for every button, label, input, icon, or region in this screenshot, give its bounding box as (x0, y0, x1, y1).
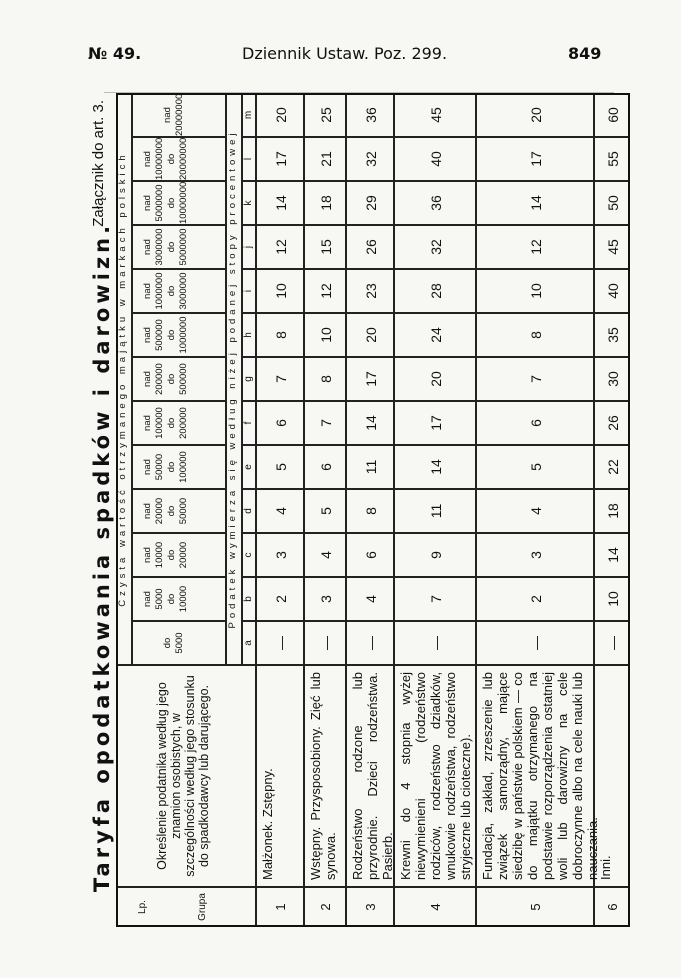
rate-cell: 4 (304, 533, 346, 577)
range-text: 1000000 (178, 316, 189, 354)
column-letter: k (242, 181, 256, 225)
rate-cell: 11 (394, 489, 476, 533)
range-text: nad (142, 415, 153, 431)
rate-cell: 26 (594, 401, 630, 445)
range-text: 10000 (178, 585, 189, 613)
rate-cell: 7 (476, 357, 594, 401)
rate-cell: 6 (304, 445, 346, 489)
range-text: 20000000 (178, 137, 189, 180)
rate-cell: 28 (394, 269, 476, 313)
rate-cell: 40 (394, 137, 476, 181)
rate-cell: 17 (346, 357, 394, 401)
rate-cell: 40 (594, 269, 630, 313)
range-text: 3000000 (178, 272, 189, 310)
rate-cell: — (346, 621, 394, 665)
range-text: 5000 (174, 632, 185, 654)
range-text: nad (162, 107, 173, 123)
range-text: do (166, 549, 177, 561)
rate-cell: 45 (594, 225, 630, 269)
range-text: nad (142, 327, 153, 343)
range-text: 5000000 (178, 228, 189, 266)
rate-cell: 5 (256, 445, 304, 489)
rate-cell: 4 (346, 577, 394, 621)
column-letter: e (242, 445, 256, 489)
rate-cell: 14 (394, 445, 476, 489)
rate-cell: 11 (346, 445, 394, 489)
rate-cell: 3 (256, 533, 304, 577)
range-text: do (166, 329, 177, 341)
range-text: nad (142, 283, 153, 299)
rate-cell: — (304, 621, 346, 665)
rate-cell: 26 (346, 225, 394, 269)
rate-cell: — (394, 621, 476, 665)
row-number: 1 (256, 887, 304, 927)
rate-cell: 20 (256, 93, 304, 137)
rate-cell: 4 (476, 489, 594, 533)
column-letter: g (242, 357, 256, 401)
range-text: nad (142, 371, 153, 387)
page-header (0, 44, 681, 68)
row-number: 6 (594, 887, 630, 927)
rate-cell: 60 (594, 93, 630, 137)
rate-cell: 6 (346, 533, 394, 577)
row-number: 2 (304, 887, 346, 927)
rate-cell: 30 (594, 357, 630, 401)
rate-cell: 12 (256, 225, 304, 269)
rate-cell: 23 (346, 269, 394, 313)
range-text: 500000 (178, 363, 189, 395)
column-letter: l (242, 137, 256, 181)
rate-cell: 7 (304, 401, 346, 445)
tariff-table (116, 87, 621, 927)
row-number: 3 (346, 887, 394, 927)
row-description: Rodzeństwo rodzone lub przyrodnie. Dzieci rodzeństwa. Pasierb. (346, 665, 394, 887)
rate-cell: 36 (394, 181, 476, 225)
range-text: 20000 (178, 541, 189, 569)
rate-cell: 25 (304, 93, 346, 137)
value-super-header: Czysta wartość otrzymanego majątku w markach polskich (116, 93, 132, 665)
rate-cell: 20 (346, 313, 394, 357)
range-text: do (166, 593, 177, 605)
range-text: nad (142, 239, 153, 255)
tax-rate-super-header: Podatek wymierza się według niżej podanej stopy procentowej (226, 93, 242, 665)
rate-cell: 8 (476, 313, 594, 357)
rate-cell: 18 (304, 181, 346, 225)
page-number: 849 (568, 44, 602, 63)
rate-cell: 3 (476, 533, 594, 577)
rate-cell: 15 (304, 225, 346, 269)
lp-header-label: Grupa (197, 893, 208, 921)
rate-cell: 20 (476, 93, 594, 137)
attachment-label: Załącznik do art. 3. (90, 100, 107, 227)
range-text: 5000 (154, 588, 165, 610)
rate-cell: 7 (394, 577, 476, 621)
rate-cell: 32 (346, 137, 394, 181)
range-text: do (166, 461, 177, 473)
row-description: Małżonek. Zstępny. (256, 665, 304, 887)
range-text: 1000000 (154, 272, 165, 310)
range-text: 3000000 (154, 228, 165, 266)
rate-cell: 10 (594, 577, 630, 621)
range-text: do (166, 197, 177, 209)
description-header: Określenie podatnika według jego znamion osobistych, w szczególności według jego stosunku do spadkodawcy lub darującego. (116, 665, 256, 887)
rate-cell: 2 (256, 577, 304, 621)
rate-cell: 32 (394, 225, 476, 269)
rate-cell: 36 (346, 93, 394, 137)
range-text: 200000 (154, 363, 165, 395)
row-number: 4 (394, 887, 476, 927)
rate-cell: 10 (476, 269, 594, 313)
range-text: do (166, 285, 177, 297)
rate-cell: 24 (394, 313, 476, 357)
rate-cell: 10 (304, 313, 346, 357)
row-description: Inni. (594, 665, 630, 887)
rate-cell: 3 (304, 577, 346, 621)
row-description: Krewni do 4 stopnia wyżej niewymienieni (rodzeństwo rodziców, rodzeństwo dziadków, wnukowie rodzeństwa, rodzeństwo stryjeczne lub cioteczne). (394, 665, 476, 887)
rate-cell: 17 (256, 137, 304, 181)
row-description: Wstępny. Przysposobiony. Zięć lub synowa. (304, 665, 346, 887)
rate-cell: 50 (594, 181, 630, 225)
column-letter: b (242, 577, 256, 621)
range-text: 20000 (154, 497, 165, 525)
rate-cell: 17 (476, 137, 594, 181)
lp-header-label: Lp. (137, 900, 148, 914)
rate-cell: 6 (476, 401, 594, 445)
range-text: 5000000 (154, 184, 165, 222)
range-text: do (166, 373, 177, 385)
rate-cell: — (594, 621, 630, 665)
rate-cell: 14 (476, 181, 594, 225)
range-text: nad (142, 547, 153, 563)
range-text: 10000000 (154, 137, 165, 180)
rate-cell: 6 (256, 401, 304, 445)
column-letter: d (242, 489, 256, 533)
rate-cell: 45 (394, 93, 476, 137)
rate-cell: 35 (594, 313, 630, 357)
rate-cell: 8 (346, 489, 394, 533)
column-letter: f (242, 401, 256, 445)
rate-cell: 55 (594, 137, 630, 181)
range-text: nad (142, 591, 153, 607)
column-letter: h (242, 313, 256, 357)
rate-cell: 7 (256, 357, 304, 401)
rate-cell: 8 (256, 313, 304, 357)
column-letter: a (242, 621, 256, 665)
rate-cell: 10 (256, 269, 304, 313)
rate-cell: 29 (346, 181, 394, 225)
row-number: 5 (476, 887, 594, 927)
rate-cell: 5 (476, 445, 594, 489)
range-text: 100000 (154, 407, 165, 439)
rate-cell: — (256, 621, 304, 665)
range-text: 20000000 (174, 93, 185, 136)
range-text: 10000000 (178, 181, 189, 224)
range-text: 200000 (178, 407, 189, 439)
rate-cell: 21 (304, 137, 346, 181)
range-text: do (166, 241, 177, 253)
rotated-page-content (88, 80, 621, 927)
rate-cell: 12 (476, 225, 594, 269)
rate-cell: 14 (346, 401, 394, 445)
range-text: 50000 (154, 453, 165, 481)
column-letter: j (242, 225, 256, 269)
rate-cell: 20 (394, 357, 476, 401)
range-text: do (166, 153, 177, 165)
rate-cell: 4 (256, 489, 304, 533)
journal-title: Dziennik Ustaw. Poz. 299. (242, 44, 448, 63)
column-letter: m (242, 93, 256, 137)
rate-cell: 12 (304, 269, 346, 313)
range-text: nad (142, 503, 153, 519)
rate-cell: 17 (394, 401, 476, 445)
range-text: 10000 (154, 541, 165, 569)
rate-cell: 18 (594, 489, 630, 533)
range-text: nad (142, 459, 153, 475)
rate-cell: 22 (594, 445, 630, 489)
range-text: 500000 (154, 319, 165, 351)
rate-cell: 5 (304, 489, 346, 533)
range-text: do (166, 505, 177, 517)
tariff-title: Taryfa opodatkowania spadków i darowizn. (90, 221, 114, 893)
range-text: do (162, 637, 173, 649)
rate-cell: 14 (594, 533, 630, 577)
table-outer-border (116, 93, 630, 927)
rate-cell: — (476, 621, 594, 665)
range-text: nad (142, 151, 153, 167)
range-text: 100000 (178, 451, 189, 483)
row-description: Fundacja, zakład, zrzeszenie lub związek samorządny, mające siedzibę w państwie polskiem — co do majątku otrzymanego na podstawie rozporządzenia ostatniej woli lub darowizny na cele dobroczynne albo na cele nauki lub nauczania. (476, 665, 594, 887)
rate-cell: 9 (394, 533, 476, 577)
rate-cell: 2 (476, 577, 594, 621)
column-letter: c (242, 533, 256, 577)
range-text: 50000 (178, 497, 189, 525)
rate-cell: 14 (256, 181, 304, 225)
issue-number: № 49. (88, 44, 142, 63)
rate-cell: 8 (304, 357, 346, 401)
column-letter: i (242, 269, 256, 313)
range-text: nad (142, 195, 153, 211)
range-text: do (166, 417, 177, 429)
